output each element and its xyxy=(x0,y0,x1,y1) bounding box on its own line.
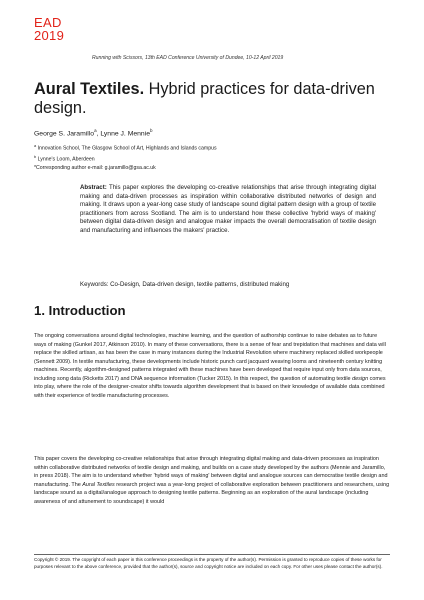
affiliation-row xyxy=(34,153,394,164)
abstract xyxy=(80,184,376,236)
affiliation-text: Lynne's Loom, Aberdeen xyxy=(37,156,95,163)
paper-title-bold: Aural Textiles. xyxy=(34,80,145,98)
affiliation-row xyxy=(34,142,394,153)
corresponding-author xyxy=(34,164,394,172)
author-separator: , xyxy=(96,130,101,138)
ead-2019-logo xyxy=(34,16,78,46)
paragraph-text: This paper covers the developing co-creative relationships that arise through integrating digital making and data-driven processes as inspiration within collaborative distributed networks of textile design and making, and builds on a case study developed by the authors (Mennie and Jaramillo, in press 2018). The aim is to understand whether 'hybrid ways of making' between digital and analogue sources can democratise textile design and manufacturing. The xyxy=(34,456,388,488)
author-affil-mark: a xyxy=(94,128,97,133)
author-name: George S. Jaramillo xyxy=(34,130,95,138)
footer-divider xyxy=(34,554,390,555)
affiliation-text: Innovation School, The Glasgow School of Art, Highlands and Islands campus xyxy=(37,145,217,152)
affiliations xyxy=(34,142,394,172)
affiliation-text: *Corresponding author e-mail: g.jaramillo@gsa.ac.uk xyxy=(34,164,156,171)
paragraph-emphasis: Aural Textiles xyxy=(82,481,115,488)
affiliation-mark: a xyxy=(34,144,37,148)
paragraph-text: The ongoing conversations around digital technologies, machine learning, and the question of authorship continue to raise debates as to future ways of making (Gunkel 2017, Atkinson 2010). In many of these conversations, there is a sense of fear and trepidation that machines and data will replace the skilled artisan, as has been the case in many instances during the Industrial Revolution where machinery replaced skilled workpeople (Sennett 2009). In textile manufacturing, these developments include historic punch card jacquard weaving looms and nineteenth century knitting machines. Recently, algorithm-designed patterns integrated with these machines have been developed that require input only from data sources, including song data (Ricketts 2017) and DNA sequence information (Tucker 2015). In this respect, the question of automating textile xyxy=(34,333,386,382)
author-affil-mark: b xyxy=(150,128,153,133)
abstract-text: This paper explores the developing co-creative relationships that arise through integrating digital making and data-driven processes as inspiration within collaborative distributed networks of design and making. It draws upon a year-long case study of landscape sound digital pattern design with a group of textile practitioners from across Scotland. The aim is to understand how these collective 'hybrid ways of making' between digital data-driven design and analogue maker impacts the overall democratisation of textile design and manufacturing and influences the makers' practice. xyxy=(80,184,376,234)
body-paragraph xyxy=(34,332,390,400)
abstract-label: Abstract: xyxy=(80,184,107,191)
paragraph-text: research project was a year-long project of collaborative exploration between practitioners and researchers, using landscape sound as a digital/analogue approach to designing textile patterns. Beginning as an exploration of the aural landscape (including awareness of and attunement to soundscape) it would xyxy=(34,481,390,505)
section-heading: 1. Introduction xyxy=(34,303,126,318)
paper-title xyxy=(34,80,394,118)
logo-line-ead: EAD xyxy=(34,15,62,30)
logo-line-year: 2019 xyxy=(34,28,65,43)
paragraph-emphasis: design xyxy=(352,375,369,382)
author-name: Lynne J. Mennie xyxy=(100,130,150,138)
paragraph-text: comes into play, where the role of the designer-creator shifts towards algorithm development that is based on their knowledge of available data combined with their experience of textile manufacturing processes. xyxy=(34,375,386,399)
conference-header-note: Running with Scissors, 13th EAD Conference University of Dundee, 10-12 April 2019 xyxy=(92,55,284,61)
paper-title-rest: Hybrid practices for data-driven design. xyxy=(34,80,375,117)
keywords: Keywords: Co-Design, Data-driven design, textile patterns, distributed making xyxy=(80,281,290,288)
copyright-footer: Copyright © 2019. The copyright of each paper in this conference proceedings is the property of the author(s). Permission is granted to reproduce copies of these works for purposes relevant to the above conference, provided that the author(s), source and copyright notice are included on each copy. For other uses please contact the author(s). xyxy=(34,557,383,570)
affiliation-mark: b xyxy=(34,154,37,159)
author-list xyxy=(34,128,153,137)
body-paragraph xyxy=(34,455,390,506)
